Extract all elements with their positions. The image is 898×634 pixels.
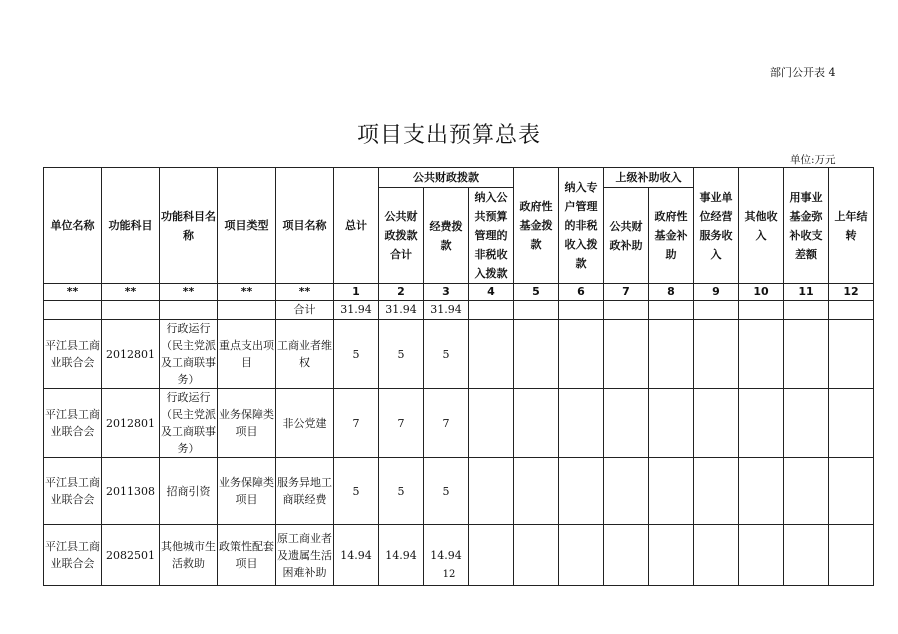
- empty-cell: [559, 458, 604, 525]
- total-cell: 5: [334, 458, 379, 525]
- header-row-top: [44, 168, 874, 188]
- empty-cell: [649, 320, 694, 389]
- header-special-non-tax: 纳入专户管理的非税收入拨款: [559, 168, 604, 284]
- empty-cell: [829, 320, 874, 389]
- sum-total: 31.94: [334, 301, 379, 320]
- sum-row: [44, 301, 874, 320]
- total-cell: 7: [334, 389, 379, 458]
- sum-label: 合计: [276, 301, 334, 320]
- public-total-cell: 5: [379, 320, 424, 389]
- empty-cell: [694, 301, 739, 320]
- unit-label: 单位:万元: [790, 154, 836, 166]
- empty-cell: [649, 301, 694, 320]
- header-func-subject: 功能科目: [102, 168, 160, 284]
- index-cell: **: [102, 284, 160, 301]
- header-total: 总计: [334, 168, 379, 284]
- empty-cell: [514, 458, 559, 525]
- sum-public-total: 31.94: [379, 301, 424, 320]
- unit-cell: 平江县工商业联合会: [44, 389, 102, 458]
- func-name-cell: 行政运行（民主党派及工商联事务）: [160, 389, 218, 458]
- name-cell: 工商业者维权: [276, 320, 334, 389]
- name-cell: 非公党建: [276, 389, 334, 458]
- empty-cell: [649, 458, 694, 525]
- expense-cell: 14.94: [424, 525, 469, 586]
- code-cell: 2012801: [102, 389, 160, 458]
- total-cell: 14.94: [334, 525, 379, 586]
- empty-cell: [739, 301, 784, 320]
- header-func-subject-name: 功能科目名称: [160, 168, 218, 284]
- index-cell: **: [160, 284, 218, 301]
- empty-cell: [739, 389, 784, 458]
- header-biz-service: 事业单位经营服务收入: [694, 168, 739, 284]
- page-title: 项目支出预算总表: [356, 123, 541, 148]
- index-cell: 5: [514, 284, 559, 301]
- empty-cell: [514, 389, 559, 458]
- unit-cell: 平江县工商业联合会: [44, 320, 102, 389]
- header-gov-fund: 政府性基金拨款: [514, 168, 559, 284]
- index-cell: 11: [784, 284, 829, 301]
- header-superior-public: 公共财政补助: [604, 188, 649, 284]
- expense-cell: 7: [424, 389, 469, 458]
- code-cell: 2012801: [102, 320, 160, 389]
- empty-cell: [784, 320, 829, 389]
- index-cell: 3: [424, 284, 469, 301]
- empty-cell: [784, 389, 829, 458]
- empty-cell: [829, 458, 874, 525]
- table-row: [44, 458, 874, 525]
- empty-cell: [739, 320, 784, 389]
- empty-cell: [102, 301, 160, 320]
- index-row: [44, 284, 874, 301]
- page-number: 12: [442, 569, 456, 580]
- unit-cell: 平江县工商业联合会: [44, 458, 102, 525]
- empty-cell: [469, 320, 514, 389]
- index-cell: **: [276, 284, 334, 301]
- empty-cell: [829, 389, 874, 458]
- public-total-cell: 7: [379, 389, 424, 458]
- type-cell: 业务保障类项目: [218, 389, 276, 458]
- func-name-cell: 行政运行（民主党派及工商联事务）: [160, 320, 218, 389]
- name-cell: 服务异地工商联经费: [276, 458, 334, 525]
- empty-cell: [784, 458, 829, 525]
- index-cell: **: [218, 284, 276, 301]
- header-unit-name: 单位名称: [44, 168, 102, 284]
- func-name-cell: 其他城市生活救助: [160, 525, 218, 586]
- empty-cell: [469, 458, 514, 525]
- header-prior-year: 上年结转: [829, 168, 874, 284]
- index-cell: 4: [469, 284, 514, 301]
- public-total-cell: 5: [379, 458, 424, 525]
- public-total-cell: 14.94: [379, 525, 424, 586]
- code-cell: 2011308: [102, 458, 160, 525]
- empty-cell: [559, 320, 604, 389]
- sum-expense: 31.94: [424, 301, 469, 320]
- empty-cell: [469, 389, 514, 458]
- header-expense-fund: 经费拨款: [424, 188, 469, 284]
- empty-cell: [604, 320, 649, 389]
- empty-cell: [694, 458, 739, 525]
- expense-cell: 5: [424, 458, 469, 525]
- header-public-fiscal-total: 公共财政拨款合计: [379, 188, 424, 284]
- name-cell: 原工商业者及遗属生活困难补助: [276, 525, 334, 586]
- unit-cell: 平江县工商业联合会: [44, 525, 102, 586]
- empty-cell: [829, 301, 874, 320]
- empty-cell: [514, 320, 559, 389]
- header-non-tax-income: 纳入公共预算管理的非税收入拨款: [469, 188, 514, 284]
- empty-cell: [739, 458, 784, 525]
- header-project-name: 项目名称: [276, 168, 334, 284]
- table-row: [44, 320, 874, 389]
- code-cell: 2082501: [102, 525, 160, 586]
- empty-cell: [604, 458, 649, 525]
- index-cell: 8: [649, 284, 694, 301]
- empty-cell: [784, 301, 829, 320]
- type-cell: 政策性配套项目: [218, 525, 276, 586]
- empty-cell: [469, 301, 514, 320]
- index-cell: 6: [559, 284, 604, 301]
- page-label: 部门公开表 4: [770, 66, 836, 79]
- empty-cell: [218, 301, 276, 320]
- index-cell: 1: [334, 284, 379, 301]
- empty-cell: [604, 389, 649, 458]
- index-cell: 10: [739, 284, 784, 301]
- index-cell: 7: [604, 284, 649, 301]
- total-cell: 5: [334, 320, 379, 389]
- empty-cell: [649, 389, 694, 458]
- empty-cell: [514, 301, 559, 320]
- index-cell: 2: [379, 284, 424, 301]
- empty-cell: [694, 320, 739, 389]
- budget-table: [43, 167, 874, 586]
- type-cell: 业务保障类项目: [218, 458, 276, 525]
- expense-cell: 5: [424, 320, 469, 389]
- empty-cell: [694, 389, 739, 458]
- header-public-fiscal: 公共财政拨款: [379, 168, 514, 188]
- empty-cell: [559, 301, 604, 320]
- header-biz-fund-make-up: 用事业基金弥补收支差额: [784, 168, 829, 284]
- header-other-income: 其他收入: [739, 168, 784, 284]
- empty-cell: [604, 301, 649, 320]
- func-name-cell: 招商引资: [160, 458, 218, 525]
- table-row: [44, 389, 874, 458]
- type-cell: 重点支出项目: [218, 320, 276, 389]
- header-superior-gov-fund: 政府性基金补助: [649, 188, 694, 284]
- header-project-type: 项目类型: [218, 168, 276, 284]
- empty-cell: [160, 301, 218, 320]
- index-cell: 9: [694, 284, 739, 301]
- index-cell: **: [44, 284, 102, 301]
- index-cell: 12: [829, 284, 874, 301]
- header-superior-subsidy: 上级补助收入: [604, 168, 694, 188]
- empty-cell: [44, 301, 102, 320]
- empty-cell: [559, 389, 604, 458]
